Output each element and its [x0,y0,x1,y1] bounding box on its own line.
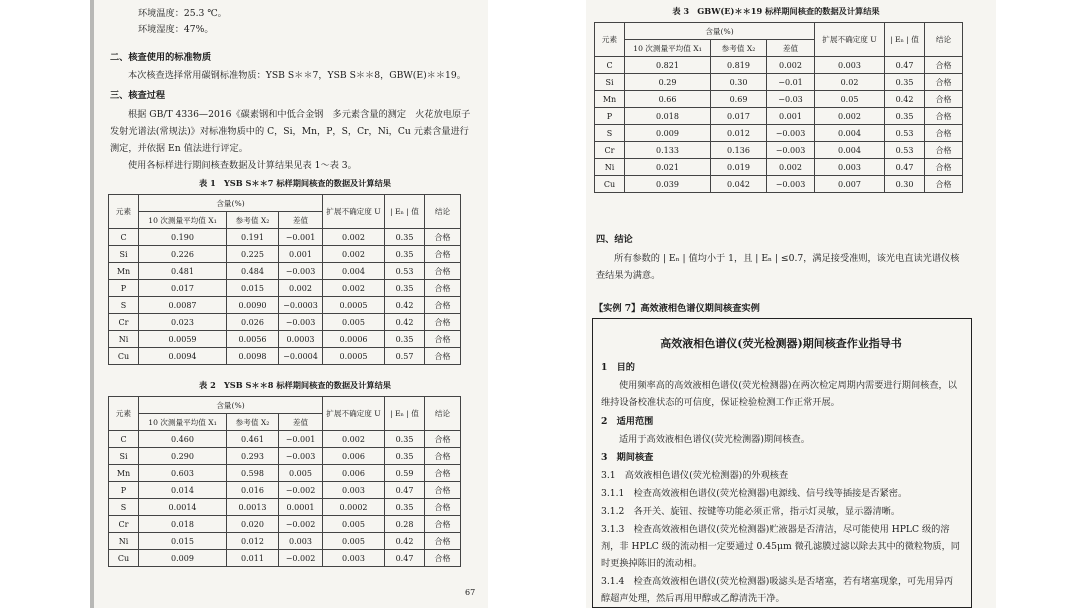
cell-conclusion: 合格 [425,533,461,550]
cell-difference: 0.003 [279,533,323,550]
header-average: 10 次测量平均值 X₁ [139,212,227,229]
cell-conclusion: 合格 [425,314,461,331]
section-4-title: 四、结论 [596,234,633,245]
cell-reference: 0.598 [227,465,279,482]
cell-reference: 0.017 [711,108,767,125]
header-conclusion: 结论 [425,195,461,229]
cell-uncertainty: 0.003 [323,550,385,567]
cell-element: Si [109,246,139,263]
cell-average: 0.290 [139,448,227,465]
cell-average: 0.190 [139,229,227,246]
cell-uncertainty: 0.004 [815,125,885,142]
cell-en: 0.42 [385,533,425,550]
cell-en: 0.47 [385,482,425,499]
cell-conclusion: 合格 [425,482,461,499]
cell-conclusion: 合格 [425,246,461,263]
table-row [595,74,963,91]
cell-average: 0.018 [139,516,227,533]
header-difference: 差值 [279,212,323,229]
cell-difference: −0.003 [767,176,815,193]
cell-uncertainty: 0.007 [815,176,885,193]
page-edge [90,0,94,608]
cell-reference: 0.016 [227,482,279,499]
header-uncertainty: 扩展不确定度 U [815,23,885,57]
cell-reference: 0.819 [711,57,767,74]
cell-difference: −0.0004 [279,348,323,365]
s3-1-4: 3.1.4 检查高效液相色谱仪(荧光检测器)吸滤头是否堵塞，若有堵塞现象，可先用异丙醇超声处理，然后再用甲醇或乙醇清洗干净。 [601,576,954,604]
header-content: 含量(%) [625,23,815,40]
cell-conclusion: 合格 [925,159,963,176]
cell-uncertainty: 0.002 [323,246,385,263]
cell-difference: 0.001 [279,246,323,263]
cell-conclusion: 合格 [925,176,963,193]
cell-reference: 0.0013 [227,499,279,516]
header-en: | Eₙ | 值 [385,397,425,431]
cell-element: Cr [109,314,139,331]
cell-difference: −0.003 [279,263,323,280]
cell-uncertainty: 0.0005 [323,297,385,314]
cell-reference: 0.293 [227,448,279,465]
section-3-title: 三、核查过程 [110,90,166,101]
cell-uncertainty: 0.002 [323,431,385,448]
cell-conclusion: 合格 [425,499,461,516]
cell-average: 0.29 [625,74,711,91]
table-row [109,465,461,482]
cell-uncertainty: 0.002 [323,229,385,246]
cell-average: 0.009 [139,550,227,567]
cell-conclusion: 合格 [425,263,461,280]
cell-element: Mn [109,465,139,482]
cell-average: 0.481 [139,263,227,280]
cell-average: 0.039 [625,176,711,193]
table-row [109,263,461,280]
table-row [109,229,461,246]
header-content: 含量(%) [139,195,323,212]
cell-uncertainty: 0.004 [323,263,385,280]
table-row [109,314,461,331]
table-2-caption: 表 2 YSB S＊＊8 标样期间核查的数据及计算结果 [199,380,391,390]
cell-conclusion: 合格 [425,516,461,533]
s2-title: 2 适用范围 [601,416,654,427]
cell-en: 0.28 [385,516,425,533]
cell-average: 0.014 [139,482,227,499]
cell-element: S [109,499,139,516]
cell-conclusion: 合格 [425,280,461,297]
page-number: 67 [465,588,476,597]
cell-element: Si [109,448,139,465]
cell-en: 0.30 [885,176,925,193]
cell-element: C [109,229,139,246]
cell-uncertainty: 0.05 [815,91,885,108]
cell-element: Ni [109,533,139,550]
cell-uncertainty: 0.02 [815,74,885,91]
cell-conclusion: 合格 [425,348,461,365]
cell-en: 0.35 [385,499,425,516]
table-row [109,550,461,567]
cell-conclusion: 合格 [925,91,963,108]
cell-reference: 0.019 [711,159,767,176]
cell-conclusion: 合格 [425,229,461,246]
cell-uncertainty: 0.003 [323,482,385,499]
cell-reference: 0.461 [227,431,279,448]
env-humidity: 环境湿度：47%。 [138,24,214,35]
cell-conclusion: 合格 [925,57,963,74]
table-row [109,280,461,297]
cell-element: C [595,57,625,74]
header-difference: 差值 [767,40,815,57]
cell-reference: 0.69 [711,91,767,108]
header-element: 元素 [595,23,625,57]
cell-reference: 0.012 [711,125,767,142]
cell-conclusion: 合格 [425,448,461,465]
cell-difference: −0.03 [767,91,815,108]
cell-reference: 0.225 [227,246,279,263]
header-reference: 参考值 X₂ [227,212,279,229]
header-reference: 参考值 X₂ [227,414,279,431]
cell-difference: −0.003 [767,142,815,159]
cell-uncertainty: 0.003 [815,159,885,176]
cell-element: Si [595,74,625,91]
cell-difference: 0.005 [279,465,323,482]
header-average: 10 次测量平均值 X₁ [139,414,227,431]
cell-average: 0.0014 [139,499,227,516]
table-row [595,125,963,142]
cell-difference: −0.01 [767,74,815,91]
table-row [595,176,963,193]
cell-conclusion: 合格 [925,142,963,159]
s1-text: 使用频率高的高效液相色谱仪(荧光检测器)在两次检定周期内需要进行期间核查，以维持设备校准状态的可信度，保证检验检测工作正常开展。 [601,380,957,408]
cell-en: 0.53 [385,263,425,280]
cell-conclusion: 合格 [425,331,461,348]
header-reference: 参考值 X₂ [711,40,767,57]
cell-uncertainty: 0.003 [815,57,885,74]
table-row [109,533,461,550]
table-row [109,297,461,314]
cell-en: 0.42 [385,297,425,314]
cell-uncertainty: 0.002 [815,108,885,125]
section-3-para1: 根据 GB/T 4336—2016《碳素钢和中低合金钢 多元素含量的测定 火花放电原子发射光谱法(常规法)》对标准物质中的 C，Si，Mn，P，S，Cr，Ni，Cu 元素含量进行测定，并依据 En 值法进行评定。 [110,109,471,154]
cell-en: 0.35 [385,246,425,263]
s3-1-2: 3.1.2 各开关、旋钮、按键等功能必须正常，指示灯灵敏，显示器清晰。 [601,506,901,517]
header-en: | Eₙ | 值 [885,23,925,57]
cell-average: 0.0094 [139,348,227,365]
cell-average: 0.460 [139,431,227,448]
guide-title: 高效液相色谱仪(荧光检测器)期间核查作业指导书 [660,337,902,350]
cell-uncertainty: 0.005 [323,314,385,331]
table-1-caption: 表 1 YSB S＊＊7 标样期间核查的数据及计算结果 [199,178,391,188]
cell-en: 0.53 [885,125,925,142]
cell-difference: −0.003 [279,314,323,331]
cell-uncertainty: 0.006 [323,448,385,465]
cell-uncertainty: 0.002 [323,280,385,297]
cell-en: 0.47 [885,57,925,74]
table-row [595,57,963,74]
cell-average: 0.821 [625,57,711,74]
cell-conclusion: 合格 [925,108,963,125]
cell-uncertainty: 0.005 [323,516,385,533]
cell-average: 0.021 [625,159,711,176]
table-row [109,348,461,365]
table-row [109,482,461,499]
cell-conclusion: 合格 [425,550,461,567]
table-row [109,331,461,348]
cell-element: P [109,482,139,499]
header-uncertainty: 扩展不确定度 U [323,397,385,431]
cell-en: 0.35 [385,331,425,348]
cell-element: P [109,280,139,297]
cell-reference: 0.012 [227,533,279,550]
cell-reference: 0.042 [711,176,767,193]
cell-average: 0.018 [625,108,711,125]
cell-average: 0.017 [139,280,227,297]
cell-reference: 0.0098 [227,348,279,365]
table-row [595,142,963,159]
s2-text: 适用于高效液相色谱仪(荧光检测器)期间核查。 [619,434,810,445]
table-row [595,91,963,108]
cell-en: 0.42 [885,91,925,108]
cell-average: 0.009 [625,125,711,142]
cell-conclusion: 合格 [425,465,461,482]
cell-average: 0.0087 [139,297,227,314]
cell-difference: −0.0003 [279,297,323,314]
cell-reference: 0.0056 [227,331,279,348]
example-label: 【实例 7】高效液相色谱仪期间核查实例 [594,303,760,314]
cell-reference: 0.015 [227,280,279,297]
cell-element: Cu [595,176,625,193]
left-page [90,0,488,608]
cell-en: 0.57 [385,348,425,365]
header-uncertainty: 扩展不确定度 U [323,195,385,229]
cell-element: P [595,108,625,125]
cell-conclusion: 合格 [925,125,963,142]
cell-difference: −0.002 [279,550,323,567]
cell-reference: 0.136 [711,142,767,159]
cell-en: 0.42 [385,314,425,331]
s3-1-3: 3.1.3 检查高效液相色谱仪(荧光检测器)贮液器是否清洁，尽可能使用 HPLC 级的溶剂，非 HPLC 级的流动相一定要通过 0.45μm 微孔滤膜过滤以除去其中的微粒物质，同时更换掉陈旧的流动相。 [601,524,960,569]
cell-average: 0.0059 [139,331,227,348]
cell-element: Mn [595,91,625,108]
cell-conclusion: 合格 [425,431,461,448]
header-difference: 差值 [279,414,323,431]
s3-1-1: 3.1.1 检查高效液相色谱仪(荧光检测器)电源线、信号线等插接是否紧密。 [601,488,908,499]
cell-difference: 0.002 [279,280,323,297]
cell-element: Cr [109,516,139,533]
cell-uncertainty: 0.0005 [323,348,385,365]
table-1 [108,194,461,365]
table-row [109,516,461,533]
header-average: 10 次测量平均值 X₁ [625,40,711,57]
cell-difference: −0.003 [767,125,815,142]
env-temperature: 环境温度：25.3 ℃。 [138,8,227,19]
cell-uncertainty: 0.0002 [323,499,385,516]
cell-en: 0.47 [385,550,425,567]
section-3-para2: 使用各标样进行期间核查数据及计算结果见表 1～表 3。 [128,160,357,171]
cell-reference: 0.011 [227,550,279,567]
cell-en: 0.53 [885,142,925,159]
cell-element: Cr [595,142,625,159]
cell-en: 0.35 [885,74,925,91]
cell-difference: 0.0001 [279,499,323,516]
cell-uncertainty: 0.006 [323,465,385,482]
cell-average: 0.226 [139,246,227,263]
s3-1: 3.1 高效液相色谱仪(荧光检测器)的外观核查 [601,470,789,481]
cell-average: 0.603 [139,465,227,482]
cell-element: Mn [109,263,139,280]
cell-difference: −0.003 [279,448,323,465]
cell-en: 0.59 [385,465,425,482]
cell-difference: −0.002 [279,482,323,499]
section-2-title: 二、核查使用的标准物质 [110,52,212,63]
cell-reference: 0.026 [227,314,279,331]
s3-title: 3 期间核查 [601,452,654,463]
cell-element: Cu [109,348,139,365]
cell-en: 0.35 [385,229,425,246]
header-conclusion: 结论 [425,397,461,431]
cell-average: 0.023 [139,314,227,331]
cell-conclusion: 合格 [425,297,461,314]
table-row [109,448,461,465]
cell-uncertainty: 0.005 [323,533,385,550]
cell-difference: −0.001 [279,431,323,448]
header-en: | Eₙ | 值 [385,195,425,229]
section-4-text: 所有参数的 | Eₙ | 值均小于 1，且 | Eₙ | ≤0.7，满足接受准则，该光电直读光谱仪核查结果为满意。 [596,253,960,281]
cell-en: 0.35 [385,448,425,465]
table-row [109,246,461,263]
table-row [109,431,461,448]
environment-info [120,6,480,38]
cell-difference: 0.002 [767,159,815,176]
cell-reference: 0.30 [711,74,767,91]
right-page [586,0,996,608]
cell-en: 0.47 [885,159,925,176]
s1-title: 1 目的 [601,362,635,373]
cell-difference: 0.0003 [279,331,323,348]
cell-average: 0.133 [625,142,711,159]
cell-element: Cu [109,550,139,567]
cell-reference: 0.484 [227,263,279,280]
cell-element: Ni [109,331,139,348]
header-content: 含量(%) [139,397,323,414]
header-element: 元素 [109,397,139,431]
cell-element: C [109,431,139,448]
guide-document-box [592,318,972,608]
cell-element: S [109,297,139,314]
cell-difference: 0.002 [767,57,815,74]
section-2-text: 本次核查选择常用碳钢标准物质：YSB S＊＊7，YSB S＊＊8，GBW(E)＊＊19。 [128,70,466,81]
header-conclusion: 结论 [925,23,963,57]
cell-average: 0.015 [139,533,227,550]
cell-difference: −0.002 [279,516,323,533]
cell-element: Ni [595,159,625,176]
cell-en: 0.35 [385,431,425,448]
cell-reference: 0.020 [227,516,279,533]
table-row [595,159,963,176]
cell-difference: 0.001 [767,108,815,125]
cell-average: 0.66 [625,91,711,108]
cell-element: S [595,125,625,142]
cell-reference: 0.0090 [227,297,279,314]
table-3 [594,22,963,193]
cell-uncertainty: 0.004 [815,142,885,159]
cell-en: 0.35 [885,108,925,125]
cell-reference: 0.191 [227,229,279,246]
table-row [109,499,461,516]
table-row [595,108,963,125]
header-element: 元素 [109,195,139,229]
cell-en: 0.35 [385,280,425,297]
cell-uncertainty: 0.0006 [323,331,385,348]
cell-conclusion: 合格 [925,74,963,91]
table-2 [108,396,461,567]
cell-difference: −0.001 [279,229,323,246]
table-3-caption: 表 3 GBW(E)＊＊19 标样期间核查的数据及计算结果 [672,6,880,16]
